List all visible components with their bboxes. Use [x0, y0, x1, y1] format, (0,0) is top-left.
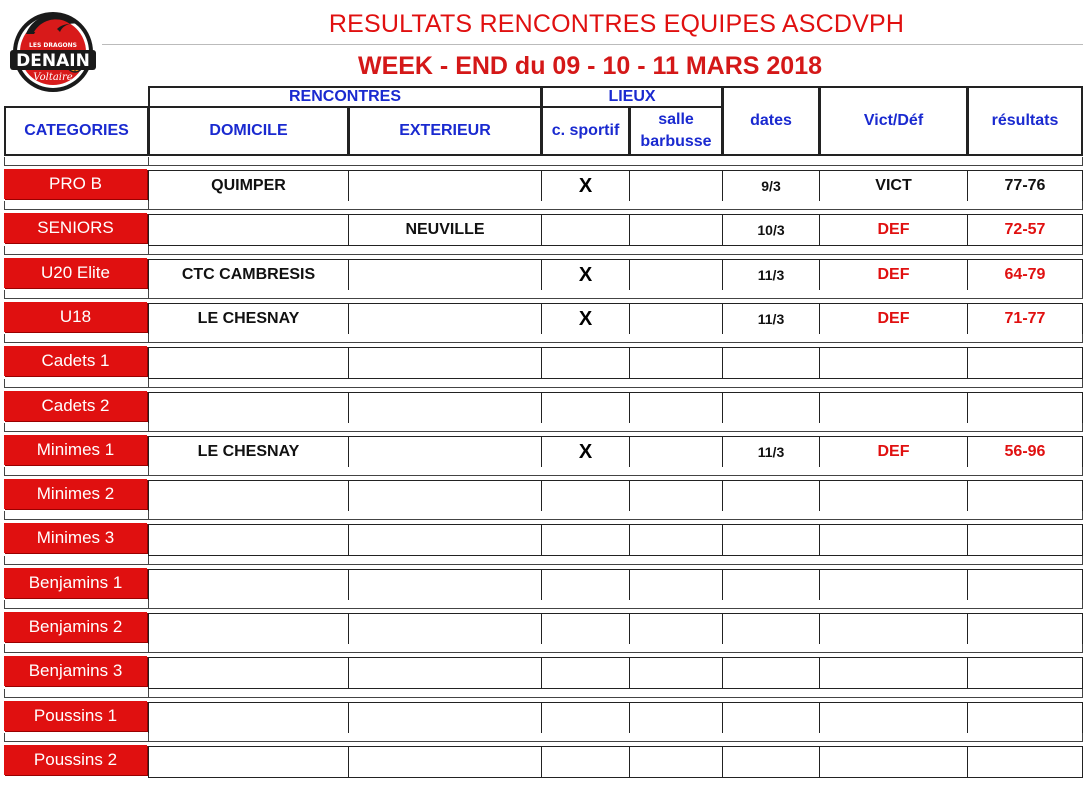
row-spacer [148, 644, 1083, 653]
page-subtitle: WEEK - END du 09 - 10 - 11 MARS 2018 [357, 52, 823, 80]
result-cell: 64-79 [967, 259, 1083, 291]
category-label: Benjamins 1 [4, 568, 147, 598]
header-dates [722, 86, 820, 156]
domicile-cell [148, 347, 349, 379]
row-spacer [148, 733, 1083, 742]
category-label: Benjamins 3 [4, 656, 147, 686]
vict-def-cell: DEF [819, 214, 968, 246]
row-spacer [148, 511, 1083, 520]
row-spacer-left [4, 201, 149, 210]
date-cell [722, 347, 820, 379]
result-cell: 77-76 [967, 170, 1083, 202]
date-cell: 11/3 [722, 436, 820, 468]
vict-def-cell: VICT [819, 170, 968, 202]
date-cell [722, 480, 820, 512]
result-cell [967, 657, 1083, 689]
salle-barbusse-cell [629, 214, 723, 246]
c-sportif-cell [541, 702, 630, 734]
domicile-cell: CTC CAMBRESIS [148, 259, 349, 291]
result-cell: 71-77 [967, 303, 1083, 335]
club-logo [4, 4, 102, 96]
category-label: Poussins 1 [4, 701, 147, 731]
row-spacer-left [4, 556, 149, 565]
exterieur-cell [348, 613, 542, 645]
salle-barbusse-cell [629, 347, 723, 379]
row-spacer-left [4, 733, 149, 742]
date-cell [722, 746, 820, 778]
result-cell [967, 392, 1083, 424]
c-sportif-cell [541, 392, 630, 424]
domicile-cell: LE CHESNAY [148, 436, 349, 468]
c-sportif-cell: X [541, 259, 630, 291]
header-vict-def [819, 86, 968, 156]
exterieur-cell [348, 480, 542, 512]
salle-barbusse-cell [629, 303, 723, 335]
row-spacer-left [4, 379, 149, 388]
salle-barbusse-cell [629, 613, 723, 645]
row-spacer-left [4, 246, 149, 255]
header-lieux-label: LIEUX [608, 88, 656, 105]
category-label: Minimes 3 [4, 523, 147, 553]
row-spacer [148, 556, 1083, 565]
exterieur-cell [348, 657, 542, 689]
domicile-cell [148, 480, 349, 512]
header-vict-def-label: Vict/Déf [863, 112, 924, 129]
category-label: Benjamins 2 [4, 612, 147, 642]
header-domicile-label: DOMICILE [209, 122, 288, 139]
domicile-cell: LE CHESNAY [148, 303, 349, 335]
date-cell [722, 392, 820, 424]
c-sportif-cell [541, 480, 630, 512]
title-divider [102, 44, 1083, 45]
salle-barbusse-cell [629, 702, 723, 734]
domicile-cell [148, 657, 349, 689]
vict-def-cell [819, 702, 968, 734]
row-spacer-left [4, 157, 149, 166]
exterieur-cell: NEUVILLE [348, 214, 542, 246]
exterieur-cell [348, 392, 542, 424]
result-cell [967, 746, 1083, 778]
domicile-cell [148, 569, 349, 601]
header-barbusse-label: barbusse [640, 133, 712, 150]
exterieur-cell [348, 259, 542, 291]
domicile-cell [148, 702, 349, 734]
domicile-cell [148, 214, 349, 246]
row-spacer-left [4, 689, 149, 698]
exterieur-cell [348, 524, 542, 556]
salle-barbusse-cell [629, 259, 723, 291]
exterieur-cell [348, 436, 542, 468]
c-sportif-cell [541, 347, 630, 379]
date-cell [722, 613, 820, 645]
c-sportif-cell [541, 214, 630, 246]
salle-barbusse-cell [629, 392, 723, 424]
row-spacer-left [4, 334, 149, 343]
row-spacer [148, 467, 1083, 476]
exterieur-cell [348, 702, 542, 734]
salle-barbusse-cell [629, 170, 723, 202]
vict-def-cell: DEF [819, 303, 968, 335]
result-cell: 56-96 [967, 436, 1083, 468]
date-cell [722, 657, 820, 689]
row-spacer [148, 600, 1083, 609]
row-spacer [148, 379, 1083, 388]
dragon-logo-icon [4, 4, 102, 96]
c-sportif-cell [541, 657, 630, 689]
vict-def-cell [819, 746, 968, 778]
salle-barbusse-cell [629, 524, 723, 556]
date-cell [722, 524, 820, 556]
row-spacer-left [4, 290, 149, 299]
c-sportif-cell [541, 569, 630, 601]
vict-def-cell [819, 392, 968, 424]
header-resultats-label: résultats [991, 112, 1059, 129]
vict-def-cell [819, 347, 968, 379]
vict-def-cell [819, 613, 968, 645]
header-dates-label: dates [750, 112, 792, 129]
row-spacer-left [4, 511, 149, 520]
header-exterieur [348, 106, 542, 156]
c-sportif-cell [541, 613, 630, 645]
vict-def-cell [819, 657, 968, 689]
result-cell [967, 347, 1083, 379]
c-sportif-cell [541, 524, 630, 556]
row-spacer [148, 334, 1083, 343]
header-rencontres-label: RENCONTRES [288, 88, 401, 105]
domicile-cell [148, 613, 349, 645]
c-sportif-cell: X [541, 436, 630, 468]
header-lieux [541, 86, 723, 108]
logo-top-text: LES DRAGONS [29, 42, 77, 49]
logo-main-text: DENAIN [16, 51, 90, 71]
salle-barbusse-cell [629, 746, 723, 778]
header-exterieur-label: EXTERIEUR [399, 122, 491, 139]
date-cell: 9/3 [722, 170, 820, 202]
vict-def-cell [819, 480, 968, 512]
date-cell [722, 702, 820, 734]
page-title: RESULTATS RENCONTRES EQUIPES ASCDVPH [328, 10, 905, 38]
exterieur-cell [348, 746, 542, 778]
result-cell [967, 569, 1083, 601]
row-spacer [148, 157, 1083, 166]
vict-def-cell [819, 569, 968, 601]
date-cell: 11/3 [722, 303, 820, 335]
result-cell [967, 524, 1083, 556]
exterieur-cell [348, 347, 542, 379]
row-spacer-left [4, 467, 149, 476]
category-label: Minimes 1 [4, 435, 147, 465]
row-spacer [148, 290, 1083, 299]
row-spacer-left [4, 600, 149, 609]
category-label: PRO B [4, 169, 147, 199]
domicile-cell [148, 524, 349, 556]
header-salle-barbusse [629, 106, 723, 156]
exterieur-cell [348, 569, 542, 601]
result-cell [967, 702, 1083, 734]
logo-script-text: Voltaire [33, 72, 73, 83]
header-domicile [148, 106, 349, 156]
header-c-sportif [541, 106, 630, 156]
exterieur-cell [348, 303, 542, 335]
row-spacer [148, 246, 1083, 255]
vict-def-cell [819, 524, 968, 556]
domicile-cell [148, 392, 349, 424]
header-salle-label: salle [658, 111, 694, 128]
salle-barbusse-cell [629, 480, 723, 512]
result-cell [967, 613, 1083, 645]
salle-barbusse-cell [629, 657, 723, 689]
row-spacer [148, 689, 1083, 698]
header-c-sportif-label: c. sportif [551, 122, 620, 139]
result-cell [967, 480, 1083, 512]
vict-def-cell: DEF [819, 436, 968, 468]
category-label: U18 [4, 302, 147, 332]
category-label: Poussins 2 [4, 745, 147, 775]
row-spacer-left [4, 644, 149, 653]
row-spacer [148, 423, 1083, 432]
category-label: SENIORS [4, 213, 147, 243]
header-categories [4, 106, 149, 156]
row-spacer [148, 201, 1083, 210]
salle-barbusse-cell [629, 436, 723, 468]
domicile-cell [148, 746, 349, 778]
date-cell: 11/3 [722, 259, 820, 291]
vict-def-cell: DEF [819, 259, 968, 291]
date-cell: 10/3 [722, 214, 820, 246]
c-sportif-cell: X [541, 170, 630, 202]
category-label: U20 Elite [4, 258, 147, 288]
category-label: Minimes 2 [4, 479, 147, 509]
header-resultats [967, 86, 1083, 156]
category-label: Cadets 1 [4, 346, 147, 376]
result-cell: 72-57 [967, 214, 1083, 246]
salle-barbusse-cell [629, 569, 723, 601]
domicile-cell: QUIMPER [148, 170, 349, 202]
header-rencontres [148, 86, 542, 108]
row-spacer-left [4, 423, 149, 432]
date-cell [722, 569, 820, 601]
header-categories-label: CATEGORIES [24, 122, 129, 139]
exterieur-cell [348, 170, 542, 202]
c-sportif-cell: X [541, 303, 630, 335]
category-label: Cadets 2 [4, 391, 147, 421]
c-sportif-cell [541, 746, 630, 778]
